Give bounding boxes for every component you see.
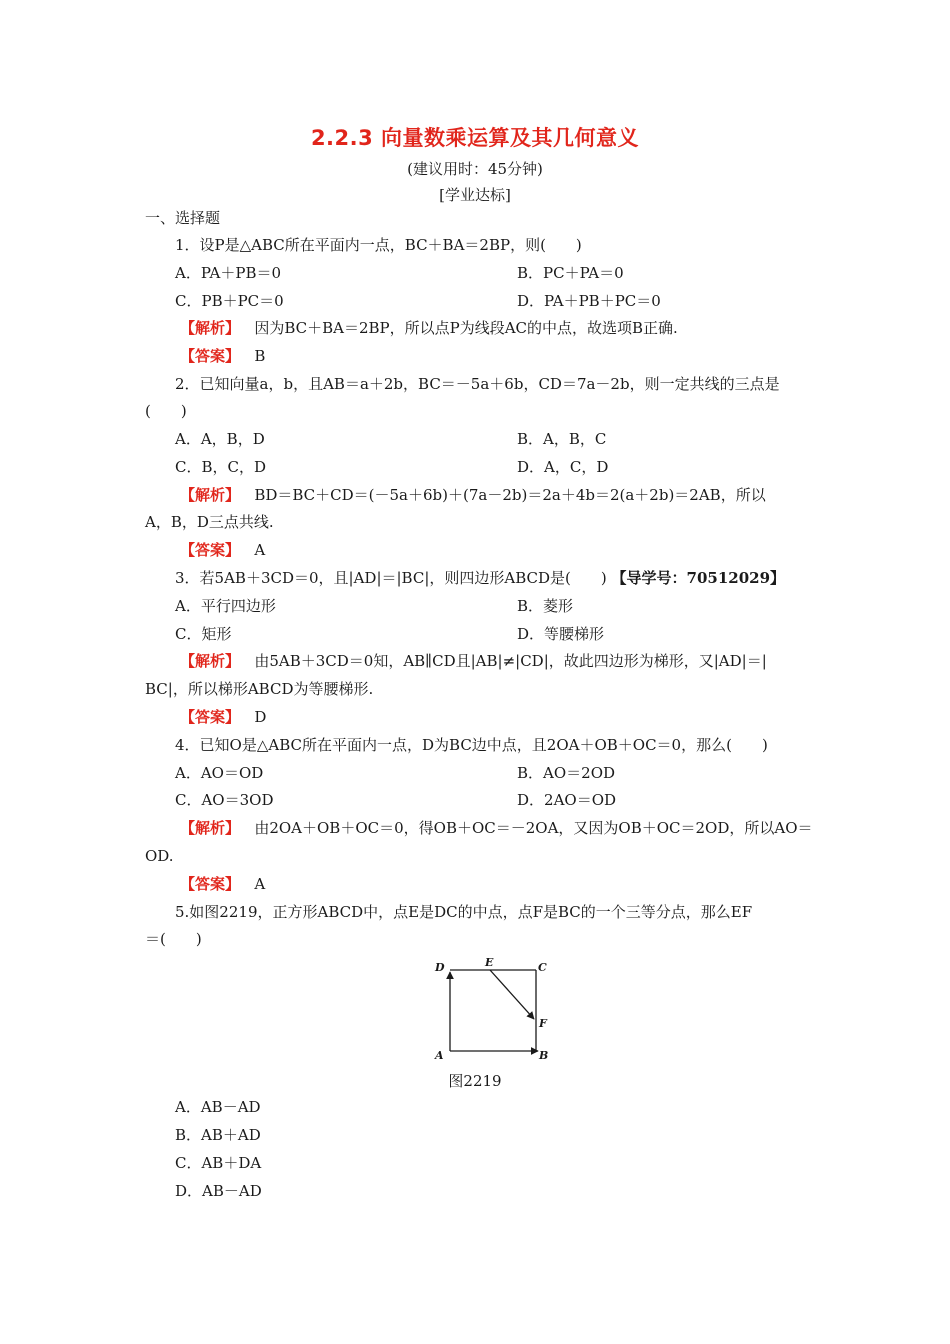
- q3-reference-number: 【导学号：70512029】: [611, 569, 786, 587]
- page-title: 2.2.3 向量数乘运算及其几何意义: [310, 126, 640, 150]
- q4-option-a: A．AO＝OD: [175, 764, 264, 782]
- analysis-text: 由5AB＋3CD＝0知，AB∥CD且|AB|≠|CD|，故此四边形为梯形，又|AD|＝|: [254, 652, 767, 670]
- label-a: A: [435, 1049, 444, 1062]
- q2-option-c: C．B，C，D: [175, 458, 267, 476]
- q4-answer: [180, 874, 265, 894]
- q2-option-b: B．A，B，C: [517, 430, 607, 448]
- figure-caption: 图2219: [448, 1072, 502, 1090]
- q3-stem: [175, 568, 785, 588]
- answer-text: B: [254, 347, 266, 365]
- analysis-text: BD＝BC＋CD＝(－5a＋6b)＋(7a－2b)＝2a＋4b＝2(a＋2b)＝2AB，所以: [254, 486, 766, 504]
- analysis-text: 因为BC＋BA＝2BP，所以点P为线段AC的中点，故选项B正确.: [254, 319, 678, 337]
- q1-option-c: C．PB＋PC＝0: [175, 292, 284, 310]
- part-heading: 一、选择题: [145, 209, 221, 227]
- q2-analysis-line2: A，B，D三点共线.: [145, 513, 274, 531]
- analysis-tag: 【解析】: [180, 319, 241, 337]
- answer-text: A: [254, 541, 266, 559]
- q1-stem: 1．设P是△ABC所在平面内一点，BC＋BA＝2BP，则( ): [175, 236, 582, 254]
- q3-stem-text: 3．若5AB＋3CD＝0，且|AD|＝|BC|，则四边形ABCD是( ): [175, 569, 607, 587]
- q1-analysis: [180, 318, 678, 338]
- label-d: D: [435, 961, 445, 974]
- label-f: F: [539, 1017, 547, 1030]
- q1-option-d: D．PA＋PB＋PC＝0: [517, 292, 661, 310]
- q3-analysis: [180, 651, 767, 671]
- q4-analysis-line2: OD.: [145, 847, 174, 865]
- analysis-tag: 【解析】: [180, 652, 241, 670]
- q5-stem-line1: 5.如图2219，正方形ABCD中，点E是DC的中点，点F是BC的一个三等分点，那么EF: [175, 903, 753, 921]
- answer-text: D: [254, 708, 267, 726]
- q4-option-b: B．AO＝2OD: [517, 764, 616, 782]
- vector-ef: [490, 970, 534, 1019]
- q2-option-a: A．A，B，D: [175, 430, 265, 448]
- q3-option-d: D．等腰梯形: [517, 625, 605, 643]
- analysis-text: 由2OA＋OB＋OC＝0，得OB＋OC＝－2OA，又因为OB＋OC＝2OD，所以AO＝: [254, 819, 813, 837]
- answer-tag: 【答案】: [180, 347, 241, 365]
- q5-option-d: D．AB－AD: [175, 1182, 262, 1200]
- q3-option-a: A．平行四边形: [175, 597, 276, 615]
- q4-option-d: D．2AO＝OD: [517, 791, 617, 809]
- suggested-time: (建议用时：45分钟): [407, 160, 543, 178]
- label-b: B: [539, 1049, 549, 1062]
- q2-stem-line1: 2．已知向量a，b，且AB＝a＋2b，BC＝－5a＋6b，CD＝7a－2b，则一定共线的三点是: [175, 375, 780, 393]
- q1-option-b: B．PC＋PA＝0: [517, 264, 624, 282]
- q4-analysis: [180, 818, 813, 838]
- answer-text: A: [254, 875, 266, 893]
- q2-stem-line2: ( ): [145, 402, 187, 420]
- q5-option-c: C．AB＋DA: [175, 1154, 262, 1172]
- answer-tag: 【答案】: [180, 708, 241, 726]
- analysis-tag: 【解析】: [180, 486, 241, 504]
- q3-answer: [180, 707, 266, 727]
- q4-stem: 4．已知O是△ABC所在平面内一点，D为BC边中点，且2OA＋OB＋OC＝0，那么( ): [175, 736, 768, 754]
- q3-option-b: B．菱形: [517, 597, 574, 615]
- q2-analysis: [180, 485, 766, 505]
- answer-tag: 【答案】: [180, 541, 241, 559]
- label-e: E: [485, 956, 494, 969]
- q3-option-c: C．矩形: [175, 625, 232, 643]
- q1-option-a: A．PA＋PB＝0: [175, 264, 282, 282]
- q4-option-c: C．AO＝3OD: [175, 791, 274, 809]
- q5-option-b: B．AB＋AD: [175, 1126, 261, 1144]
- answer-tag: 【答案】: [180, 875, 241, 893]
- analysis-tag: 【解析】: [180, 819, 241, 837]
- q5-stem-line2: ＝( ): [145, 930, 202, 948]
- q1-answer: [180, 346, 265, 366]
- q5-option-a: A．AB－AD: [175, 1098, 261, 1116]
- q2-answer: [180, 540, 265, 560]
- square-figure: [430, 955, 560, 1065]
- q3-analysis-line2: BC|，所以梯形ABCD为等腰梯形.: [145, 680, 374, 698]
- label-c: C: [538, 961, 547, 974]
- section-tag: [学业达标]: [439, 186, 511, 204]
- q2-option-d: D．A，C，D: [517, 458, 609, 476]
